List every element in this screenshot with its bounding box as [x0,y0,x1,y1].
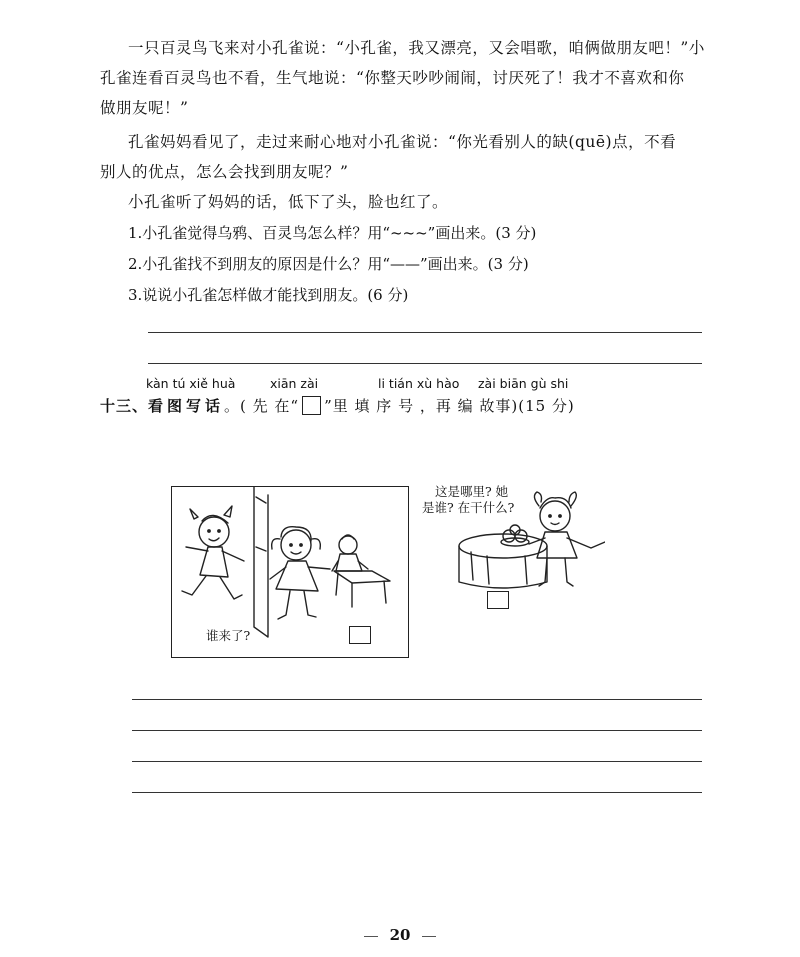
question-1: 1.小孔雀觉得乌鸦、百灵鸟怎么样？用“~~~”画出来。(3 分) [128,224,537,242]
writing-line[interactable] [132,699,702,700]
writing-line[interactable] [132,792,702,793]
pinyin-zai-bian-gu-shi: zài biān gù shi [478,376,569,391]
story-line: 一只百灵鸟飞来对小孔雀说：“小孔雀，我又漂亮，又会唱歌，咱俩做朋友吧！”小 [128,39,705,57]
story-line: 做朋友呢！” [100,99,189,117]
section-instruction-b: ”里 填 序 号 ，再 编 故事)(15 分) [324,397,575,415]
picture-1-caption: 谁来了? [206,628,251,643]
footer-dash [364,936,378,937]
page-number-footer [0,926,800,944]
section-instruction-a: 。( 先 在“ [224,397,300,415]
picture-2-caption-line2: 是谁? 在干什么? [422,500,515,515]
pinyin-li-tian-xu-hao: li tián xù hào [378,376,460,391]
section-13-heading [100,395,575,416]
section-number: 十三、 [100,397,149,415]
picture-2-order-box[interactable] [487,591,509,609]
page-number: 20 [389,926,411,944]
story-line: 小孔雀听了妈妈的话，低下了头，脸也红了。 [128,193,449,211]
pinyin-xian-zai: xiān zài [270,376,319,391]
answer-line[interactable] [148,332,702,333]
question-2: 2.小孔雀找不到朋友的原因是什么？用“——”画出来。(3 分) [128,255,529,273]
section-title: 看图写话 [148,397,225,415]
answer-line[interactable] [148,363,702,364]
story-line: 孔雀连看百灵鸟也不看，生气地说：“你整天吵吵闹闹，讨厌死了！我才不喜欢和你 [100,69,685,87]
writing-line[interactable] [132,761,702,762]
writing-line[interactable] [132,730,702,731]
picture-2-caption-line1: 这是哪里? 她 [435,484,509,499]
story-line: 别人的优点，怎么会找到朋友呢？” [100,163,349,181]
footer-dash [422,936,436,937]
question-3: 3.说说小孔雀怎样做才能找到朋友。(6 分) [128,286,409,304]
order-box-sample [302,396,321,415]
story-line: 孔雀妈妈看见了，走过来耐心地对小孔雀说：“你光看别人的缺(quē)点，不看 [128,133,677,151]
pinyin-kan-tu-xie-hua: kàn tú xiě huà [146,376,236,391]
picture-1-order-box[interactable] [349,626,371,644]
